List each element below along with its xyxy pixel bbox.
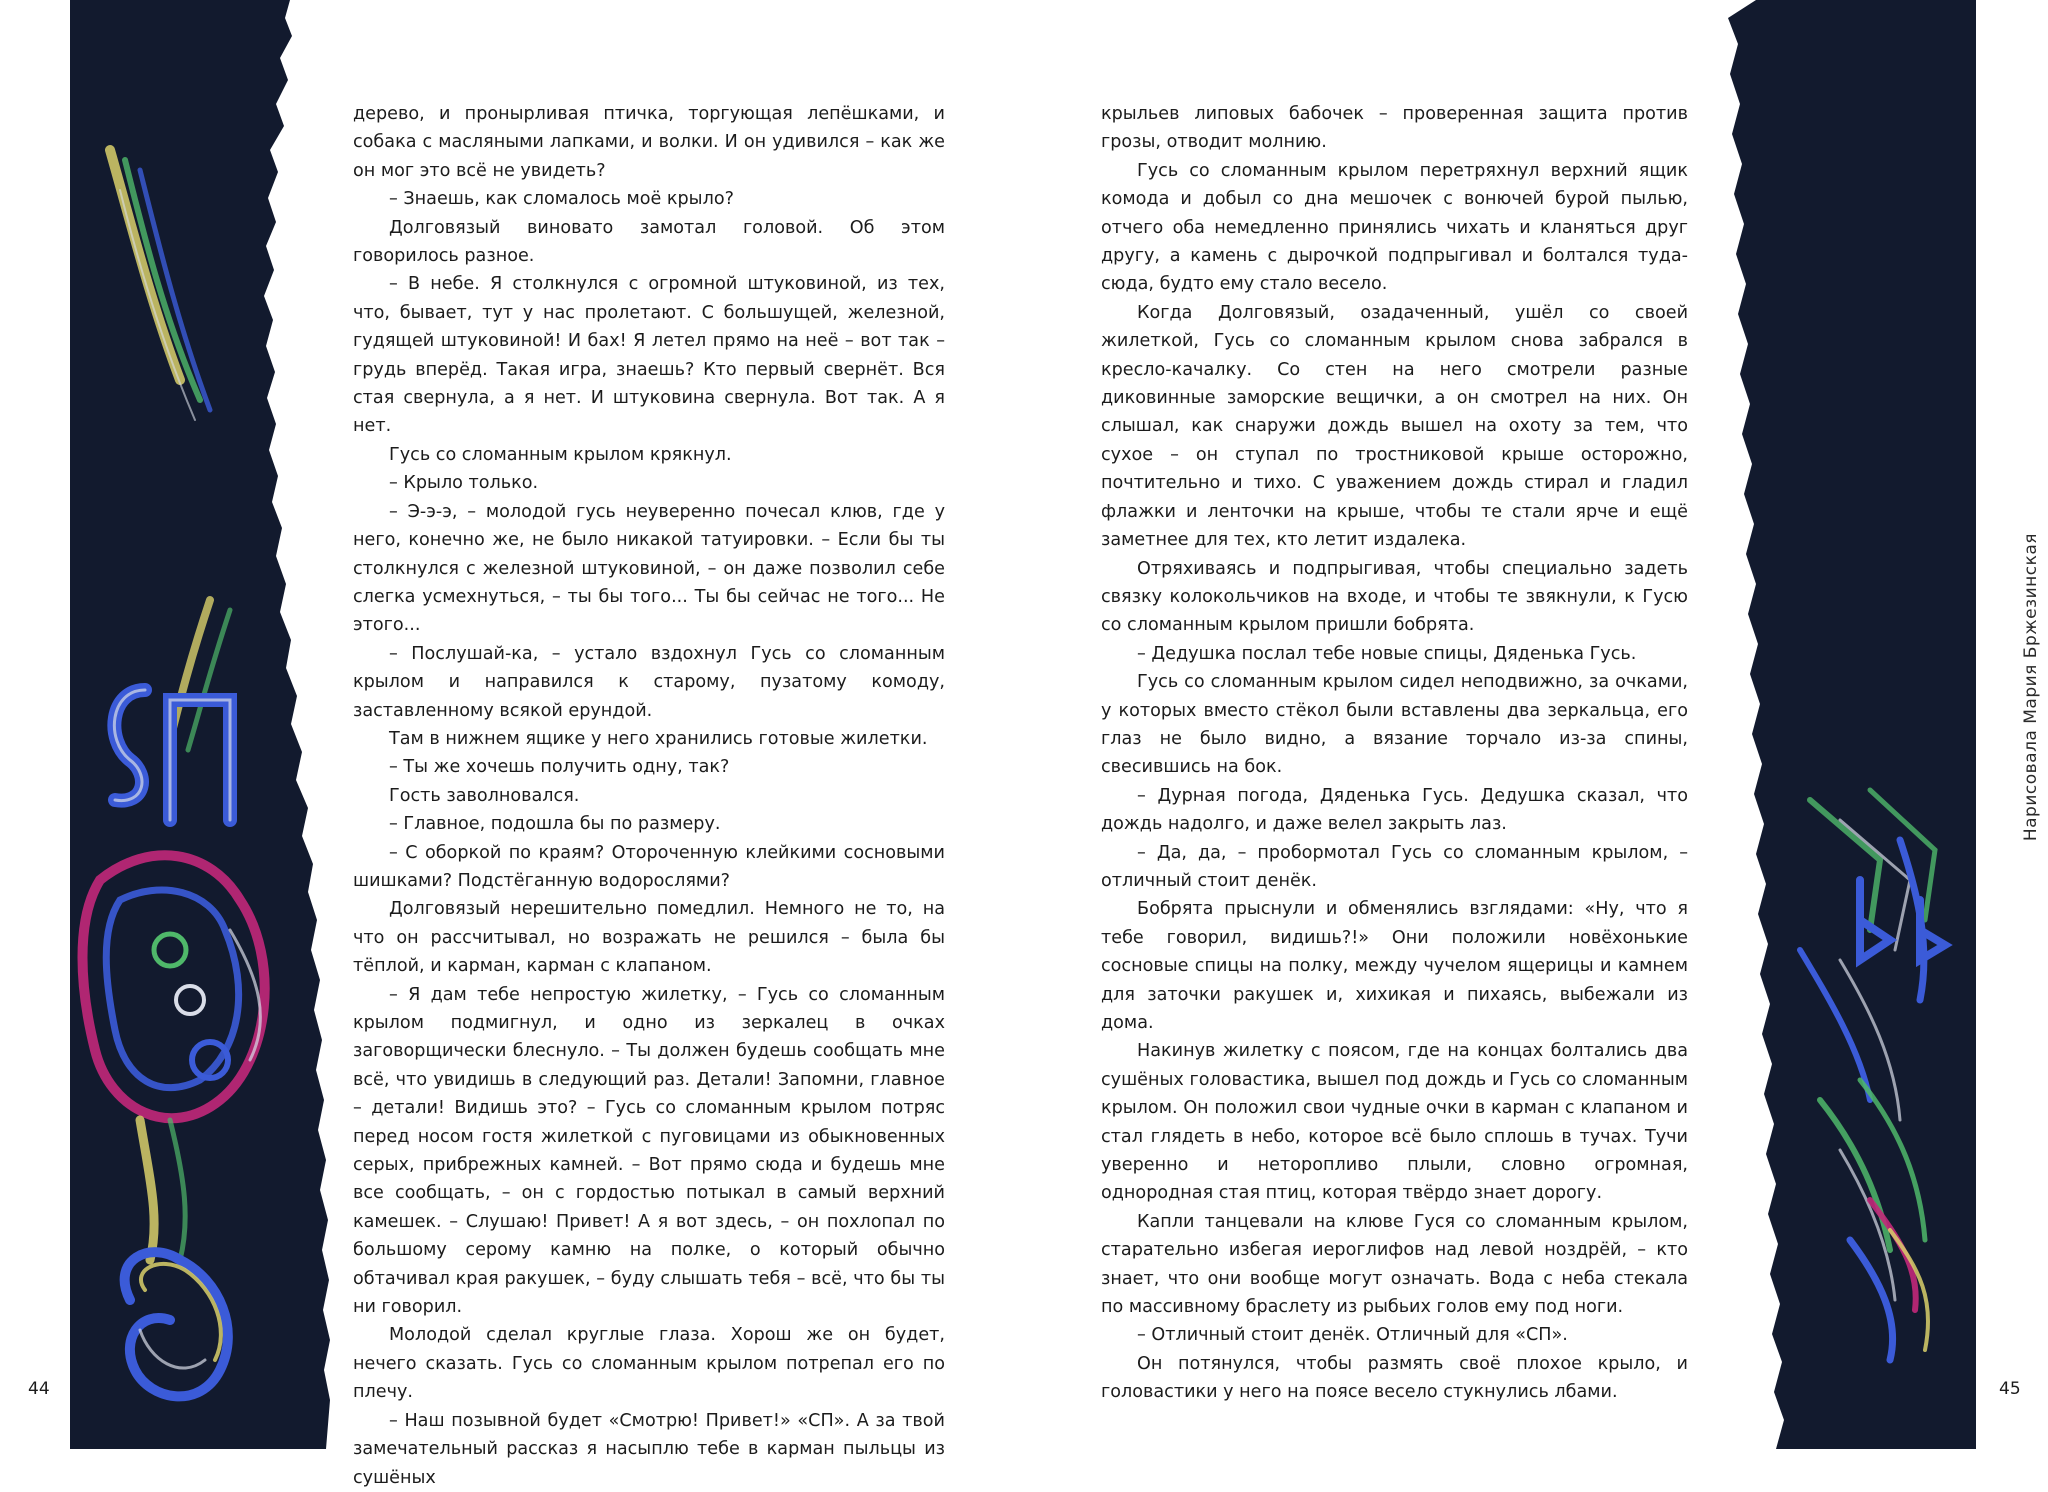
right-page-text	[1101, 100, 1688, 1407]
paragraph: Молодой сделал круглые глаза. Хорош же он будет, нечего сказать. Гусь со сломанным крылом потрепал его по плечу.	[353, 1325, 945, 1403]
paragraph: – Дурная погода, Дяденька Гусь. Дедушка сказал, что дождь надолго, и даже велел закрыть лаз.	[1101, 785, 1688, 835]
paragraph: Бобрята прыснули и обменялись взглядами: «Ну, что я тебе говорил, видишь?!» Они положили новёхонькие сосновые спицы на полку, между чучелом ящерицы и камнем для заточки ракушек и, хихикая и пихаясь, выбежали из дома.	[1101, 899, 1688, 1033]
paragraph: Накинув жилетку с поясом, где на концах болтались два сушёных головастика, вышел под дождь и Гусь со сломанным крылом. Он положил свои чудные очки в карман с клапаном и стал глядеть в небо, которое всё было сплошь в тучах. Тучи уверенно и неторопливо плыли, словно огромная, однородная стая птиц, которая твёрдо знает дорогу.	[1101, 1041, 1688, 1204]
paragraph: дерево, и пронырливая птичка, торгующая лепёшками, и собака с масляными лапками, и волки. И он удивился – как же он мог это всё не увидеть?	[353, 104, 945, 181]
paragraph: Когда Долговязый, озадаченный, ушёл со своей жилеткой, Гусь со сломанным крылом снова забрался в кресло-качалку. Со стен на него смотрели разные диковинные заморские вещички, а он смотрел на них. Он слышал, как снаружи дождь вышел на охоту за тем, что сухое – он ступал по тростниковой крыше осторожно, почтительно и тихо. С уважением дождь стирал и гладил флажки и ленточки на крыше, чтобы те стали ярче и ещё заметнее для тех, кто летит издалека.	[1101, 302, 1688, 551]
paragraph: – Да, да, – пробормотал Гусь со сломанным крылом, – отличный стоит денёк.	[1101, 842, 1688, 891]
paragraph: – Отличный стоит денёк. Отличный для «СП».	[1137, 1325, 1568, 1346]
left-illustration-panel	[70, 0, 330, 1449]
paragraph: Гусь со сломанным крылом сидел неподвижно, за очками, у которых вместо стёкол были вставлены два зеркальца, его глаз не было видно, а вязание торчало из-за спины, свесившись на бок.	[1101, 672, 1688, 778]
right-illustration-panel	[1720, 0, 1976, 1449]
paragraph: – Послушай-ка, – устало вздохнул Гусь со сломанным крылом и направился к старому, пузатому комоду, заставленному всякой ерундой.	[353, 643, 945, 721]
paragraph: Долговязый нерешительно помедлил. Немного не то, на что он рассчитывал, но возражать не решился – была бы тёплой, и карман, карман с клапаном.	[353, 899, 945, 977]
paragraph: – Знаешь, как сломалось моё крыло?	[389, 189, 734, 210]
left-page-text	[353, 100, 945, 1492]
right-page-number: 45	[1999, 1379, 2021, 1399]
paragraph: Долговязый виновато замотал головой. Об этом говорилось разное.	[353, 217, 945, 267]
illustration-credit: Нарисовала Мария Бржезинская	[2021, 533, 2041, 842]
paragraph: – Ты же хочешь получить одну, так?	[389, 757, 730, 778]
paragraph: Отряхиваясь и подпрыгивая, чтобы специально задеть связку колокольчиков на входе, и чтобы те звякнули, к Гусю со сломанным крылом пришли бобрята.	[1101, 558, 1688, 636]
paragraph: – Дедушка послал тебе новые спицы, Дяденька Гусь.	[1137, 643, 1637, 664]
paragraph: – С оборкой по краям? Отороченную клейкими сосновыми шишками? Подстёганную водорослями?	[353, 842, 945, 891]
paragraph: – Наш позывной будет «Смотрю! Привет!» «СП». А за твой замечательный рассказ я насыплю тебе в карман пыльцы из сушёных	[353, 1410, 945, 1488]
paragraph: – Я дам тебе непростую жилетку, – Гусь со сломанным крылом подмигнул, и одно из зеркалец в очках заговорщически блеснуло. – Ты должен будешь сообщать мне всё, что увидишь в следующий раз. Детали! Запомни, главное – детали! Видишь это? – Гусь со сломанным крылом потряс перед носом гостя жилеткой с пуговицами из обыкновенных серых, прибрежных камней. – Вот прямо сюда и будешь мне все сообщать, – он с гордостью потыкал в самый верхний камешек. – Слушаю! Привет! А я вот здесь, – он похлопал по большому серому камню на полке, о который обычно обтачивал края ракушек, – буду слышать тебя – всё, что бы ты ни говорил.	[353, 984, 945, 1318]
paragraph: Капли танцевали на клюве Гуся со сломанным крылом, старательно избегая иероглифов над левой ноздрёй, – кто знает, что они вообще могут означать. Вода с неба стекала по массивному браслету из рыбьих голов ему под ноги.	[1101, 1211, 1688, 1318]
paragraph: – Главное, подошла бы по размеру.	[389, 814, 721, 835]
paragraph: Гость заволновался.	[389, 785, 580, 806]
paragraph: Гусь со сломанным крылом перетряхнул верхний ящик комода и добыл со дна мешочек с вонючей бурой пылью, отчего оба немедленно принялись чихать и кланяться друг другу, а камень с дырочкой подпрыгивал и болтался туда-сюда, будто ему стало весело.	[1101, 160, 1688, 295]
paragraph: Гусь со сломанным крылом крякнул.	[389, 444, 732, 465]
paragraph: – Крыло только.	[389, 473, 539, 494]
paragraph: крыльев липовых бабочек – проверенная защита против грозы, отводит молнию.	[1101, 104, 1688, 153]
paragraph: – В небе. Я столкнулся с огромной штуковиной, из тех, что, бывает, тут у нас пролетают. С большущей, железной, гудящей штуковиной! И бах! Я летел прямо на неё – вот так – грудь вперёд. Такая игра, знаешь? Кто первый свернёт. Вся стая свернула, а я нет. И штуковина свернула. Вот так. А я нет.	[353, 274, 945, 437]
paragraph: Он потянулся, чтобы размять своё плохое крыло, и головастики у него на поясе весело стукнулись лбами.	[1101, 1353, 1688, 1403]
paragraph: – Э-э-э, – молодой гусь неуверенно почесал клюв, где у него, конечно же, не было никакой татуировки. – Если бы ты столкнулся с железной штуковиной, – он даже позволил себе слегка усмехнуться, – ты бы того... Ты бы сейчас не того... Не этого...	[353, 501, 945, 636]
paragraph: Там в нижнем ящике у него хранились готовые жилетки.	[389, 728, 928, 749]
left-page-number: 44	[28, 1379, 50, 1399]
